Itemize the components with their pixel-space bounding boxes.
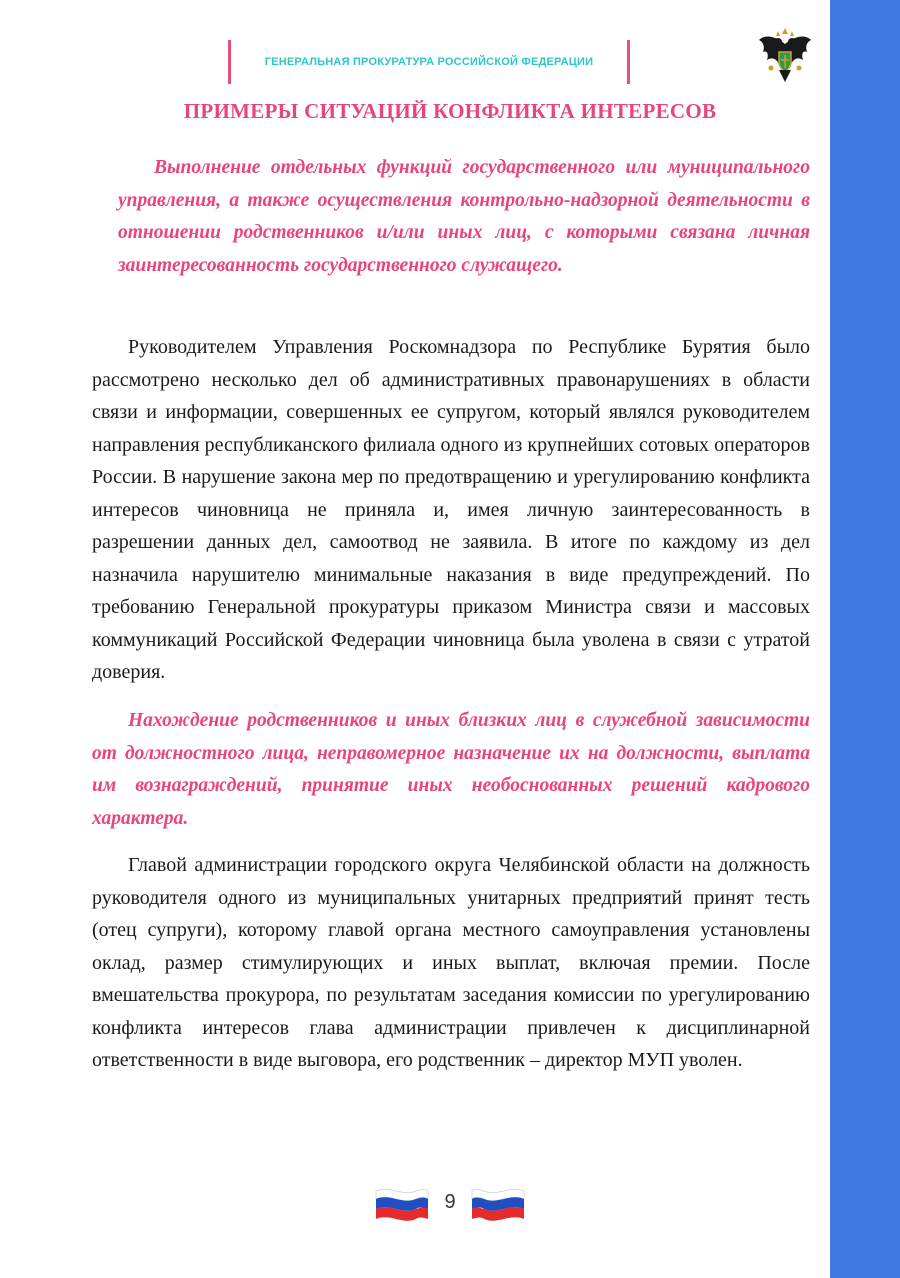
page-footer [372,1185,528,1225]
side-color-band [830,0,900,1278]
document-header [228,40,630,84]
section-heading: Нахождение родственников и иных близких лиц в служебной зависимости от должностного лица, неправомерное назначение их на должности, выплата им вознаграждений, принятие иных необоснованных решений кадрового характера. [92,710,810,829]
russian-flag-icon [468,1185,528,1225]
section-heading: Выполнение отдельных функций государственного или муниципального управления, а также осуществления контрольно-надзорной деятельности в отношении родственников и/или иных лиц, с которыми связана личная заинтересованность государственного служащего. [118,157,810,276]
double-headed-eagle-emblem-icon [757,26,813,86]
page-number: 9 [444,1191,456,1213]
page-title: ПРИМЕРЫ СИТУАЦИЙ КОНФЛИКТА ИНТЕРЕСОВ [183,99,717,123]
header-left-rule [228,40,231,84]
section-body: Главой администрации городского округа Челябинской области на должность руководителя одного из муниципальных унитарных предприятий принят тесть (отец супруги), которому главой органа местного самоуправления установлены оклад, размер стимулирующих и иных выплат, включая премии. После вмешательства прокурора, по результатам заседания комиссии по урегулированию конфликта интересов глава администрации привлечен к дисциплинарной ответственности в виде выговора, его родственник – директор МУП уволен. [92,854,810,1071]
section-body: Руководителем Управления Роскомнадзора по Республике Бурятия было рассмотрено несколько дел об административных правонарушениях в области связи и информации, совершенных ее супругом, который являлся руководителем направления республиканского филиала одного из крупнейших сотовых операторов России. В нарушение закона мер по предотвращению и урегулированию конфликта интересов чиновница не приняла и, имея личную заинтересованность в разрешении данных дел, самоотвод не заявила. В итоге по каждому из дел назначила нарушителю минимальные наказания в виде предупреждений. По требованию Генеральной прокуратуры приказом Министра связи и массовых коммуникаций Российской Федерации чиновница была уволена в связи с утратой доверия. [92,336,810,683]
header-right-rule [627,40,630,84]
organization-name: ГЕНЕРАЛЬНАЯ ПРОКУРАТУРА РОССИЙСКОЙ ФЕДЕРАЦИИ [264,56,594,68]
russian-flag-icon [372,1185,432,1225]
